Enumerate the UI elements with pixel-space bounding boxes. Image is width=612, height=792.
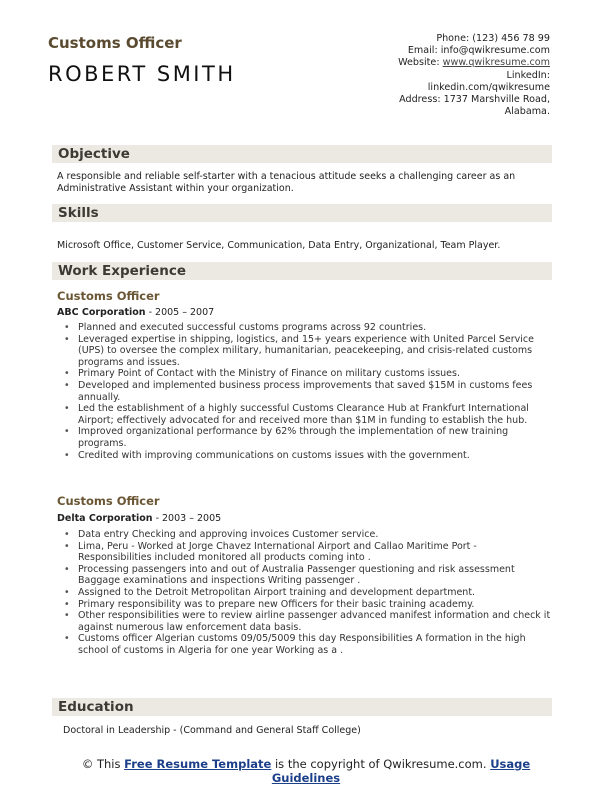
list-item: • Primary Point of Contact with the Ministry of Finance on military customs issues.: [57, 368, 553, 380]
list-item: • Assigned to the Detroit Metropolitan Airport training and development department.: [57, 587, 553, 599]
education-section-header: [52, 698, 552, 716]
objective-section-header: [52, 145, 552, 163]
contact-address-line2: Alabama.: [504, 106, 550, 118]
contact-phone: Phone: (123) 456 78 99: [436, 33, 550, 44]
job-2-bullets: [57, 529, 553, 657]
list-item: • Developed and implemented business process improvements that saved $15M in customs fees annually.: [57, 380, 553, 403]
list-item: • Leveraged expertise in shipping, logistics, and 15+ years experience with United Parcel Service (UPS) to oversee the complex military, humanitarian, peacekeeping, and crisis-related customs programs and issues.: [57, 334, 553, 369]
contact-linkedin-label: LinkedIn:: [506, 69, 550, 81]
website-label: Website:: [398, 57, 443, 69]
list-item: • Improved organizational performance by 62% through the implementation of new training programs.: [57, 426, 553, 449]
list-item: • Primary responsibility was to prepare new Officers for their basic training academy.: [57, 599, 553, 611]
list-item: • Led the establishment of a highly successful Customs Clearance Hub at Frankfurt International Airport; effectively advocated for and received more than $1M in funding to establish the hub.: [57, 403, 553, 426]
job-1-title: Customs Officer: [57, 289, 160, 303]
objective-heading: Objective: [58, 146, 130, 162]
objective-text: A responsible and reliable self-starter with a tenacious attitude seeks a challenging career as an Administrative Assistant within your organization.: [57, 171, 516, 194]
list-item: • Processing passengers into and out of Australia Passenger questioning and risk assessment Baggage examinations and inspections Writing passenger .: [57, 564, 553, 587]
skills-section-header: [52, 204, 552, 222]
education-heading: Education: [58, 699, 134, 715]
website-link[interactable]: www.qwikresume.com: [442, 57, 550, 69]
job-2-company: Delta Corporation: [57, 513, 153, 524]
header-job-title: Customs Officer: [48, 34, 182, 52]
footer-prefix: © This: [81, 757, 125, 771]
job-2-dates: - 2003 – 2005: [152, 513, 222, 524]
usage-guidelines-link[interactable]: Usage Guidelines: [271, 757, 531, 785]
list-item: • Planned and executed successful customs programs across 92 countries.: [57, 322, 553, 334]
skills-text: Microsoft Office, Customer Service, Communication, Data Entry, Organizational, Team Player.: [57, 240, 501, 251]
list-item: • Customs officer Algerian customs 09/05/5009 this day Responsibilities A formation in the high school of customs in Algeria for one year Working as a .: [57, 633, 553, 656]
skills-heading: Skills: [58, 205, 99, 221]
work-heading: Work Experience: [58, 263, 186, 279]
free-resume-template-link[interactable]: Free Resume Template: [124, 757, 272, 771]
job-1-dates: - 2005 – 2007: [145, 307, 215, 318]
contact-website: [310, 57, 550, 69]
copyright-footer: [56, 757, 556, 785]
contact-address-line1: Address: 1737 Marshville Road,: [399, 94, 550, 106]
candidate-name: ROBERT SMITH: [48, 62, 236, 86]
contact-linkedin-value: linkedin.com/qwikresume: [427, 81, 550, 93]
contact-email: Email: info@qwikresume.com: [407, 45, 550, 57]
job-2-title: Customs Officer: [57, 494, 160, 508]
list-item: • Lima, Peru - Worked at Jorge Chavez International Airport and Callao Maritime Port - Responsibilities included monitored all products coming into .: [57, 541, 553, 564]
footer-middle: is the copyright of Qwikresume.com.: [271, 757, 491, 771]
job-1-company-line: [57, 307, 214, 318]
work-section-header: [52, 262, 552, 280]
education-text: Doctoral in Leadership - (Command and General Staff College): [63, 725, 361, 736]
job-2-company-line: [57, 513, 221, 524]
contact-block: [310, 33, 550, 118]
job-1-bullets: [57, 322, 553, 461]
list-item: • Data entry Checking and approving invoices Customer service.: [57, 529, 553, 541]
list-item: • Other responsibilities were to review airline passenger advanced manifest information and check it against numerous law enforcement data basis.: [57, 610, 553, 633]
job-1-company: ABC Corporation: [57, 307, 146, 318]
list-item: • Credited with improving communications on customs issues with the government.: [57, 450, 553, 462]
